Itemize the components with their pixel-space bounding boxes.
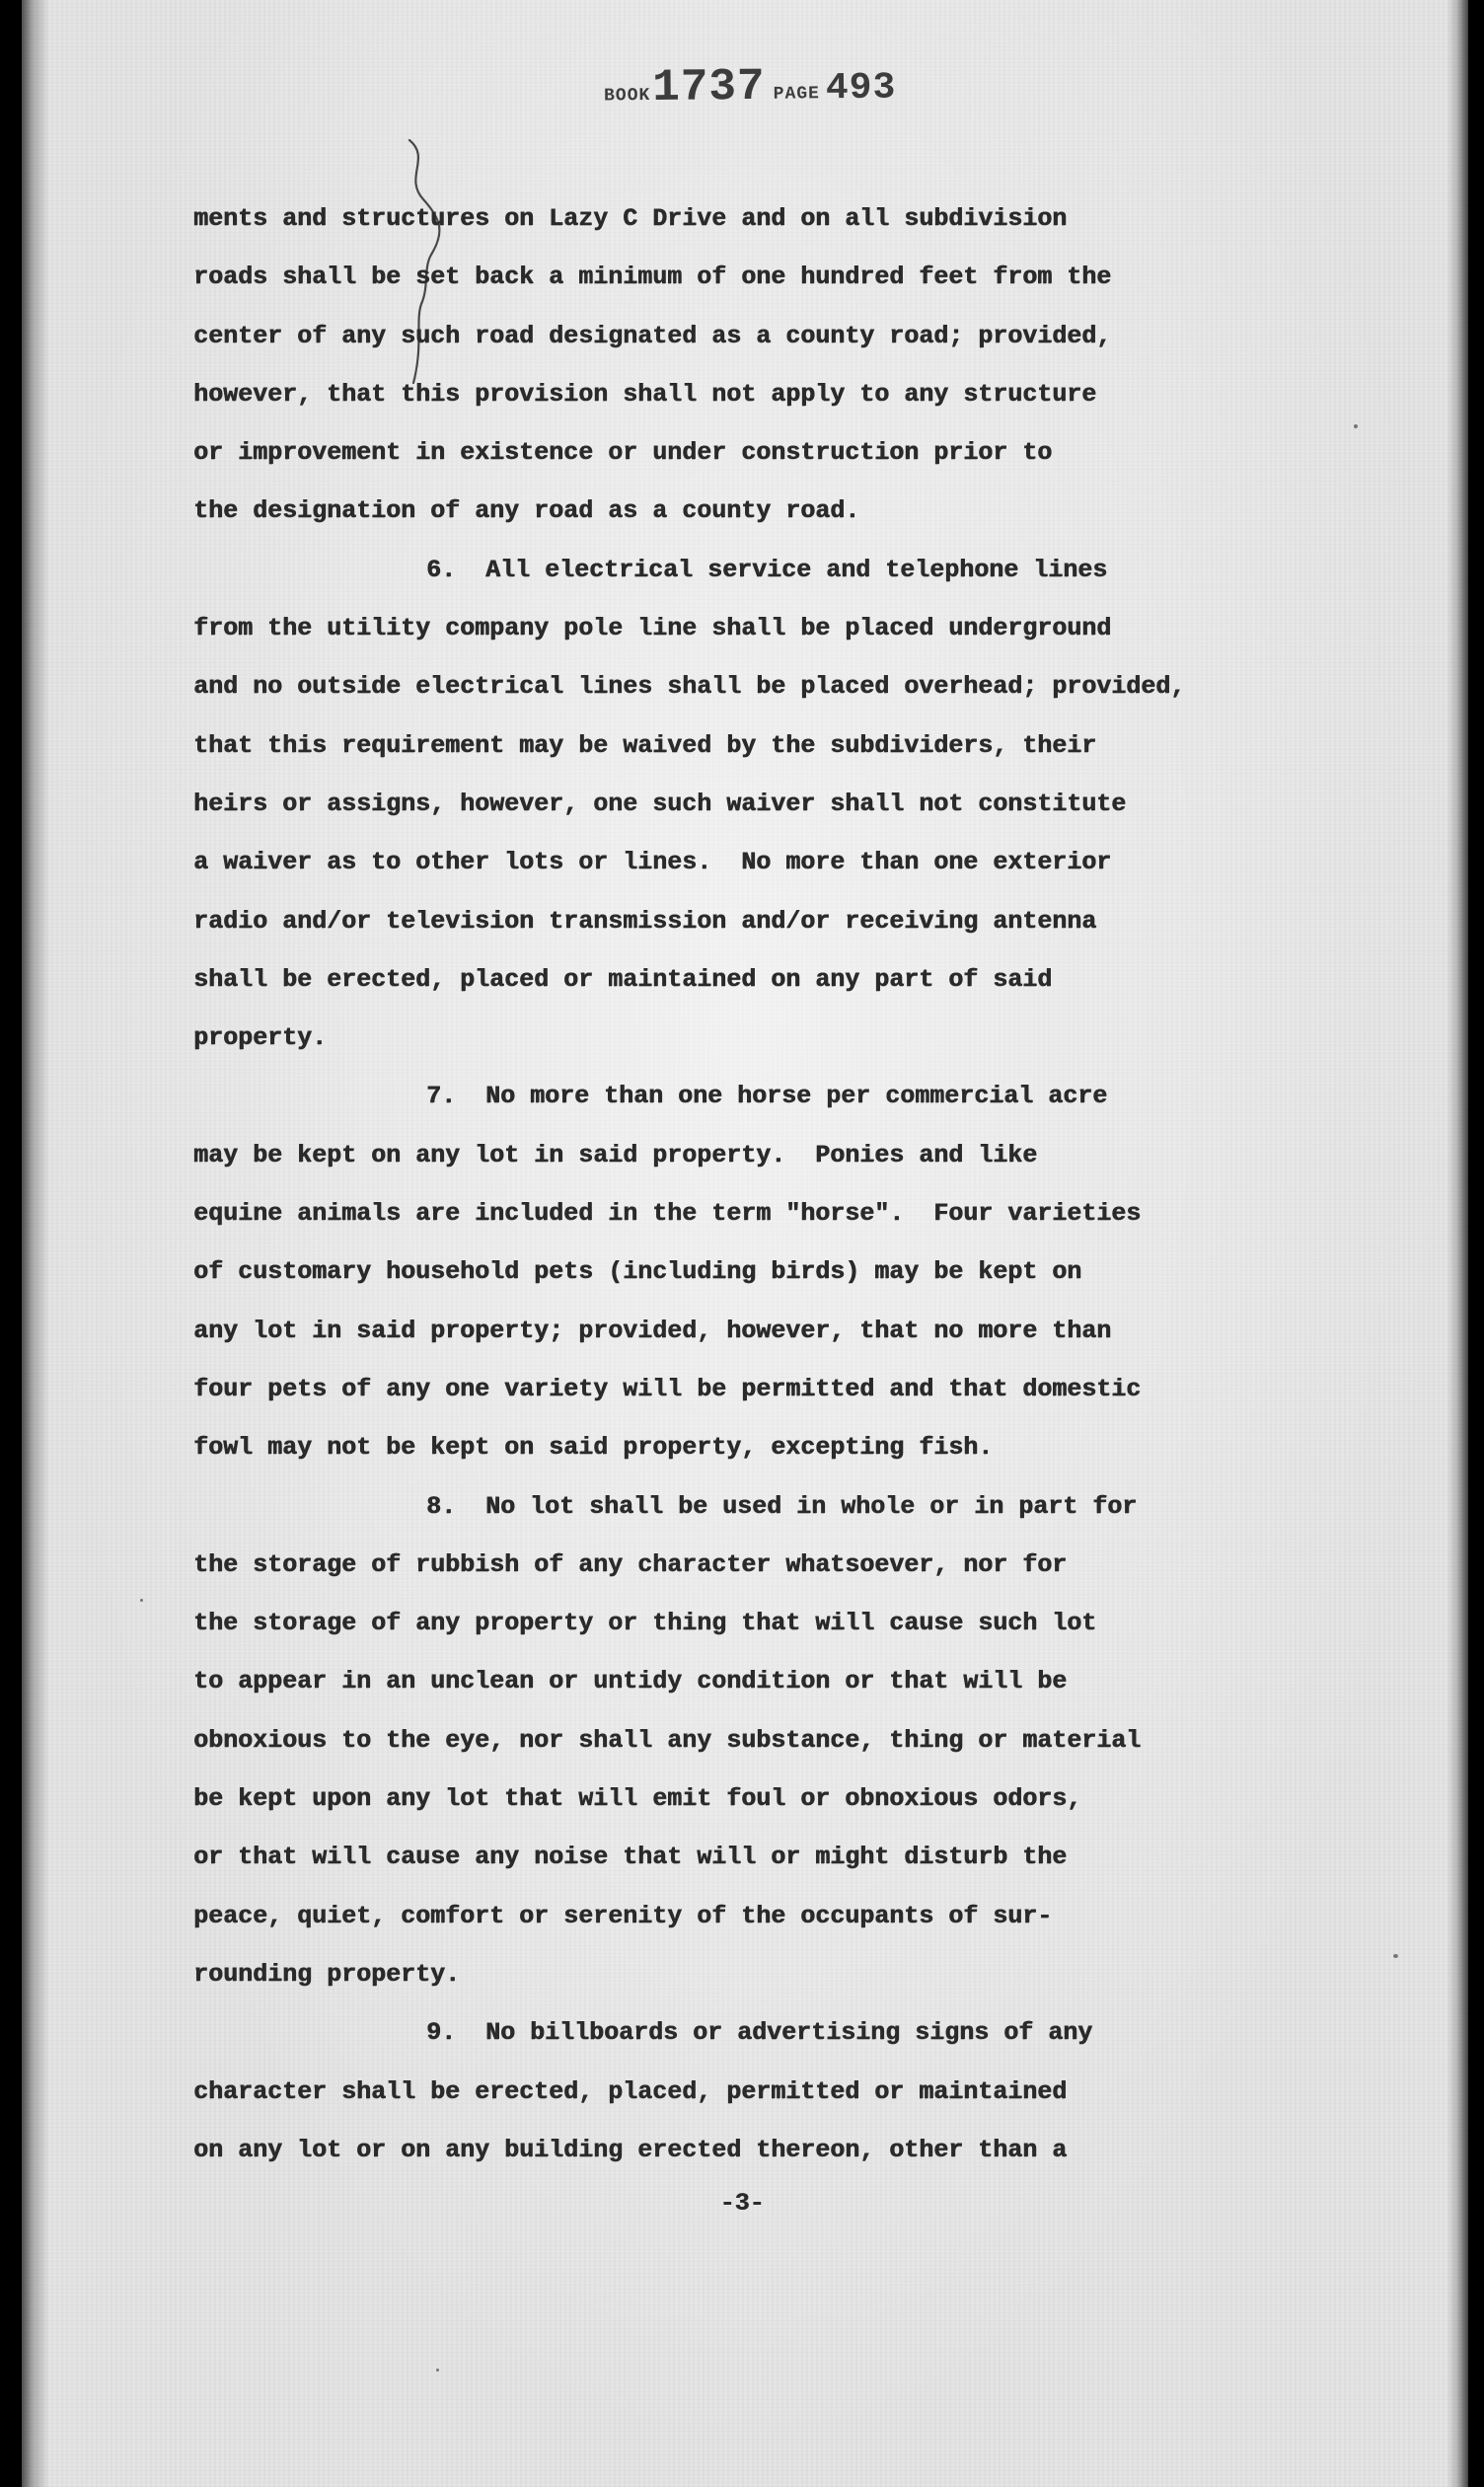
text-line: of customary household pets (including birds) may be kept on — [193, 1257, 1082, 1287]
text-line: from the utility company pole line shall be placed underground — [193, 614, 1112, 643]
book-page-stamp — [604, 59, 897, 113]
text-line: shall be erected, placed or maintained on any part of said — [193, 964, 1053, 994]
page-number: -3- — [719, 2189, 765, 2218]
text-line: fowl may not be kept on said property, excepting fish. — [193, 1433, 994, 1463]
text-line: character shall be erected, placed, permitted or maintained — [193, 2076, 1068, 2106]
text-line: 9. No billboards or advertising signs of any — [426, 2018, 1093, 2048]
text-line: to appear in an unclean or untidy condition or that will be — [193, 1667, 1068, 1696]
text-line: the storage of any property or thing that will cause such lot — [193, 1609, 1097, 1638]
stamp-page-number: 493 — [825, 66, 897, 111]
stamp-book-label: BOOK — [603, 86, 651, 107]
text-line: roads shall be set back a minimum of one hundred feet from the — [193, 263, 1112, 292]
scan-edge-left — [22, 0, 49, 2487]
document-body-text — [193, 189, 1437, 2179]
scan-speck — [140, 1599, 143, 1602]
text-line: may be kept on any lot in said property. Ponies and like — [193, 1140, 1038, 1169]
text-line: obnoxious to the eye, nor shall any substance, thing or material — [193, 1725, 1142, 1755]
text-line: property. — [193, 1023, 328, 1053]
scan-speck — [436, 2369, 439, 2372]
text-line: heirs or assigns, however, one such waiver shall not constitute — [193, 789, 1127, 818]
text-line: and no outside electrical lines shall be placed overhead; provided, — [193, 672, 1186, 702]
text-line: radio and/or television transmission and/or receiving antenna — [193, 906, 1097, 936]
text-line: that this requirement may be waived by the subdividers, their — [193, 730, 1097, 760]
text-line: be kept upon any lot that will emit foul or obnoxious odors, — [193, 1784, 1082, 1814]
text-line: or improvement in existence or under construction prior to — [193, 438, 1053, 468]
text-line: the designation of any road as a county road. — [193, 496, 860, 526]
text-line: ments and structures on Lazy C Drive and on all subdivision — [193, 204, 1068, 233]
text-line: any lot in said property; provided, however, that no more than — [193, 1316, 1112, 1345]
text-line: on any lot or on any building erected thereon, other than a — [193, 2135, 1068, 2164]
text-line: four pets of any one variety will be permitted and that domestic — [193, 1374, 1142, 1403]
stamp-page-label: PAGE — [773, 84, 821, 105]
text-line: a waiver as to other lots or lines. No more than one exterior — [193, 848, 1112, 877]
scan-edge-right — [1447, 0, 1468, 2487]
text-line: 7. No more than one horse per commercial acre — [426, 1082, 1108, 1111]
text-line: 6. All electrical service and telephone lines — [426, 555, 1108, 584]
text-line: center of any such road designated as a county road; provided, — [193, 321, 1112, 350]
text-line: however, that this provision shall not apply to any structure — [193, 379, 1097, 409]
text-line: 8. No lot shall be used in whole or in part for — [426, 1491, 1138, 1521]
stamp-book-number: 1737 — [651, 60, 766, 114]
text-line: equine animals are included in the term "horse". Four varieties — [193, 1199, 1142, 1229]
text-line: peace, quiet, comfort or serenity of the occupants of sur- — [193, 1901, 1053, 1930]
text-line: or that will cause any noise that will or might disturb the — [193, 1843, 1068, 1872]
text-line: rounding property. — [193, 1959, 461, 1989]
text-line: the storage of rubbish of any character whatsoever, nor for — [193, 1549, 1068, 1579]
